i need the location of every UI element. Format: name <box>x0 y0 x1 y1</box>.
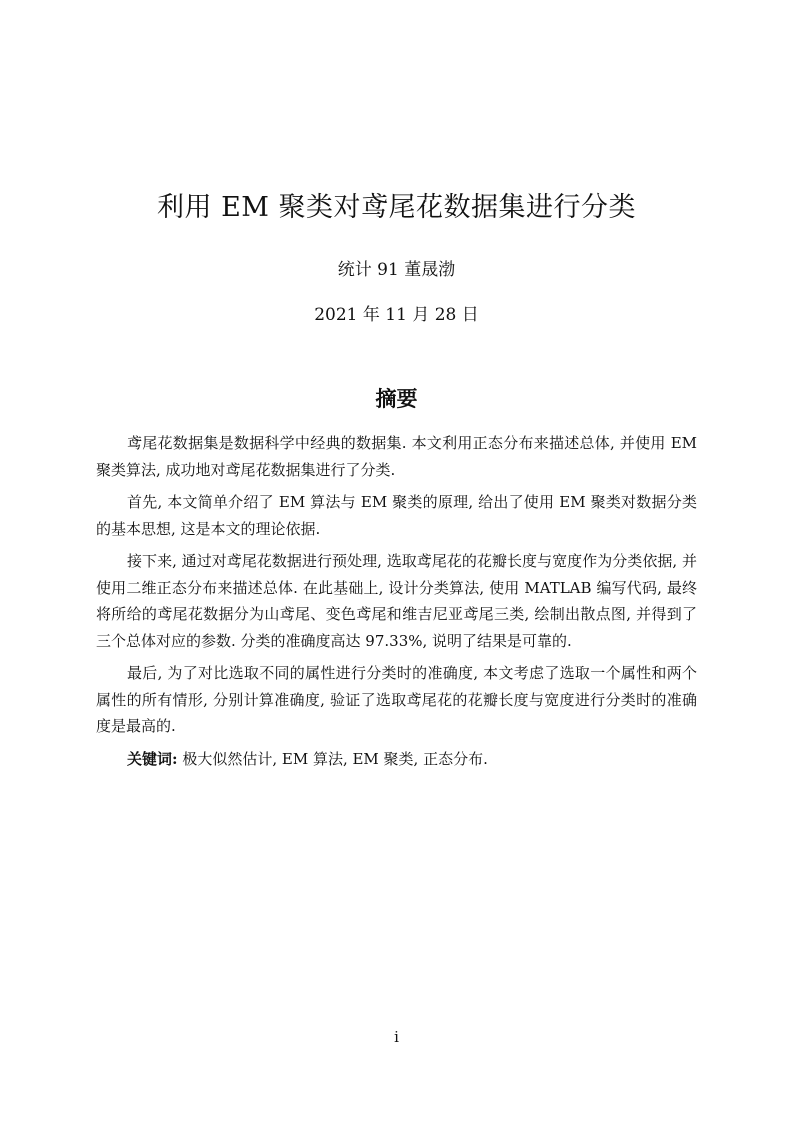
date-line: 2021 年 11 月 28 日 <box>314 305 479 325</box>
abstract-paragraph-3: 接下来, 通过对鸢尾花数据进行预处理, 选取鸢尾花的花瓣长度与宽度作为分类依据, 并使用二维正态分布来描述总体. 在此基础上, 设计分类算法, 使用 MATLAB 编写代码, 最终将所给的鸢尾花数据分为山鸢尾、变色鸢尾和维吉尼亚鸢尾三类, 绘制出散点图, 并得到了三个总体对应的参数. 分类的准确度高达 97.33%, 说明了结果是可靠的. <box>96 552 697 650</box>
author-line: 统计 91 董晟渤 <box>337 260 456 280</box>
abstract-paragraph-4: 最后, 为了对比选取不同的属性进行分类时的准确度, 本文考虑了选取一个属性和两个属性的所有情形, 分别计算准确度, 验证了选取鸢尾花的花瓣长度与宽度进行分类时的准确度是最高的. <box>96 664 697 735</box>
abstract-paragraph-1: 鸢尾花数据集是数据科学中经典的数据集. 本文利用正态分布来描述总体, 并使用 EM 聚类算法, 成功地对鸢尾花数据集进行了分类. <box>96 434 697 479</box>
paper-title: 利用 EM 聚类对鸢尾花数据集进行分类 <box>156 192 637 223</box>
abstract-paragraph-2: 首先, 本文简单介绍了 EM 算法与 EM 聚类的原理, 给出了使用 EM 聚类对数据分类的基本思想, 这是本文的理论依据. <box>96 493 697 538</box>
abstract-body <box>96 430 697 778</box>
abstract-heading: 摘要 <box>375 386 418 411</box>
keywords-line <box>96 746 697 773</box>
page-number: i <box>394 1028 399 1046</box>
keywords-label: 关键词: <box>127 749 178 768</box>
keywords-text: 极大似然估计, EM 算法, EM 聚类, 正态分布. <box>182 749 488 768</box>
